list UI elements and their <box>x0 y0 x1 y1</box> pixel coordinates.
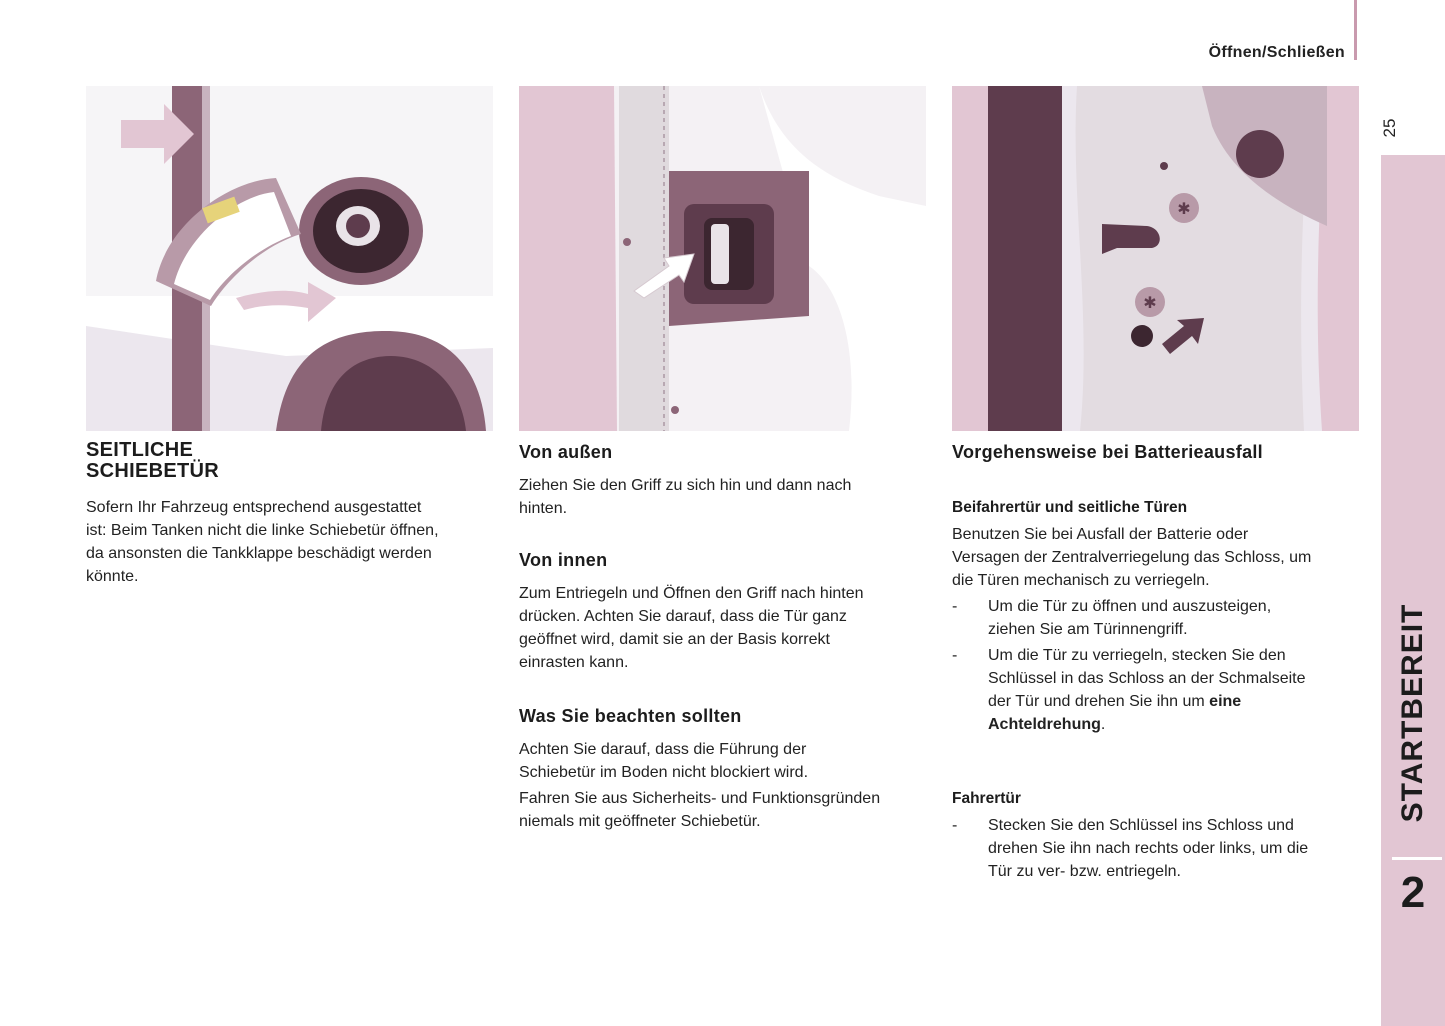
fuel-flap-illustration <box>86 86 493 431</box>
sliding-door-heading <box>86 440 496 482</box>
section-title: Öffnen/Schließen <box>1208 44 1345 61</box>
heading-line-2: SCHIEBETÜR <box>86 460 220 482</box>
text-line: Schlüssel in das Schloss an der Schmalseite <box>988 670 1306 687</box>
from-inside-text <box>519 582 931 674</box>
header-rule <box>1354 0 1357 60</box>
bold-text: Achteldrehung <box>988 716 1101 733</box>
text-line: Versagen der Zentralverriegelung das Schloss, um <box>952 549 1312 566</box>
text-line: niemals mit geöffneter Schiebetür. <box>519 813 761 830</box>
column-battery-failure <box>952 440 1362 883</box>
bullet-lock-door <box>952 644 1362 736</box>
text-line: Benutzen Sie bei Ausfall der Batterie oder <box>952 526 1249 543</box>
bullet-open-door <box>952 595 1362 641</box>
svg-text:✱: ✱ <box>1177 199 1191 218</box>
notes-text-a <box>519 738 931 784</box>
bullet-dash: - <box>952 598 958 615</box>
bold-text: eine <box>1209 693 1242 710</box>
text-line: drehen Sie ihn nach rechts oder links, um die <box>988 840 1309 857</box>
driver-door-heading: Fahrertür <box>952 790 1021 807</box>
chapter-tab-rule <box>1392 857 1442 860</box>
page-number: 25 <box>1380 118 1399 138</box>
sliding-door-text <box>86 496 496 588</box>
bullet-driver-door <box>952 814 1362 883</box>
notes-heading: Was Sie beachten sollten <box>519 706 742 726</box>
chapter-number: 2 <box>1400 868 1426 917</box>
bullet-dash: - <box>952 647 958 664</box>
text-line: Schiebetür im Boden nicht blockiert wird. <box>519 764 809 781</box>
text-line: Achten Sie darauf, dass die Führung der <box>519 741 807 758</box>
chapter-tab-label <box>1381 585 1445 841</box>
passenger-doors-text <box>952 523 1362 592</box>
battery-failure-heading: Vorgehensweise bei Batterieausfall <box>952 442 1263 462</box>
text-line: einrasten kann. <box>519 654 629 671</box>
text-line: drücken. Achten Sie darauf, dass die Tür ganz <box>519 608 847 625</box>
door-handle-illustration <box>519 86 926 431</box>
from-inside-heading: Von innen <box>519 550 608 570</box>
text-line: Sofern Ihr Fahrzeug entsprechend ausgestattet <box>86 499 422 516</box>
text-line: die Türen mechanisch zu verriegeln. <box>952 572 1210 589</box>
text-line: der Tür und drehen Sie ihn um <box>988 693 1210 710</box>
text-line: ist: Beim Tanken nicht die linke Schiebetür öffnen, <box>86 522 439 539</box>
text-line: hinten. <box>519 500 568 517</box>
text-line: Stecken Sie den Schlüssel ins Schloss und <box>988 817 1294 834</box>
text-line: könnte. <box>86 568 139 585</box>
text-line: Um die Tür zu verriegeln, stecken Sie den <box>988 647 1286 664</box>
text-line: Tür zu ver- bzw. entriegeln. <box>988 863 1181 880</box>
bullet-dash: - <box>952 817 958 834</box>
text-line: Um die Tür zu öffnen und auszusteigen, <box>988 598 1272 615</box>
text-line: . <box>1100 716 1106 733</box>
notes-text-b <box>519 787 931 833</box>
passenger-doors-heading: Beifahrertür und seitliche Türen <box>952 499 1188 516</box>
svg-text:✱: ✱ <box>1143 293 1157 312</box>
text-line: da ansonsten die Tankklappe beschädigt werden <box>86 545 432 562</box>
text-line: geöffnet wird, damit sie an der Basis korrekt <box>519 631 830 648</box>
from-outside-heading: Von außen <box>519 442 613 462</box>
column-sliding-door <box>86 440 496 588</box>
text-line: Zum Entriegeln und Öffnen den Griff nach hinten <box>519 585 864 602</box>
text-line: Fahren Sie aus Sicherheits- und Funktionsgründen <box>519 790 881 807</box>
column-opening <box>519 440 931 833</box>
heading-line-1: SEITLICHE <box>86 439 194 461</box>
door-lock-illustration <box>952 86 1359 431</box>
chapter-label: STARTBEREIT <box>1396 603 1429 823</box>
from-outside-text <box>519 474 931 520</box>
text-line: Ziehen Sie den Griff zu sich hin und dann nach <box>519 477 852 494</box>
text-line: ziehen Sie am Türinnengriff. <box>988 621 1188 638</box>
